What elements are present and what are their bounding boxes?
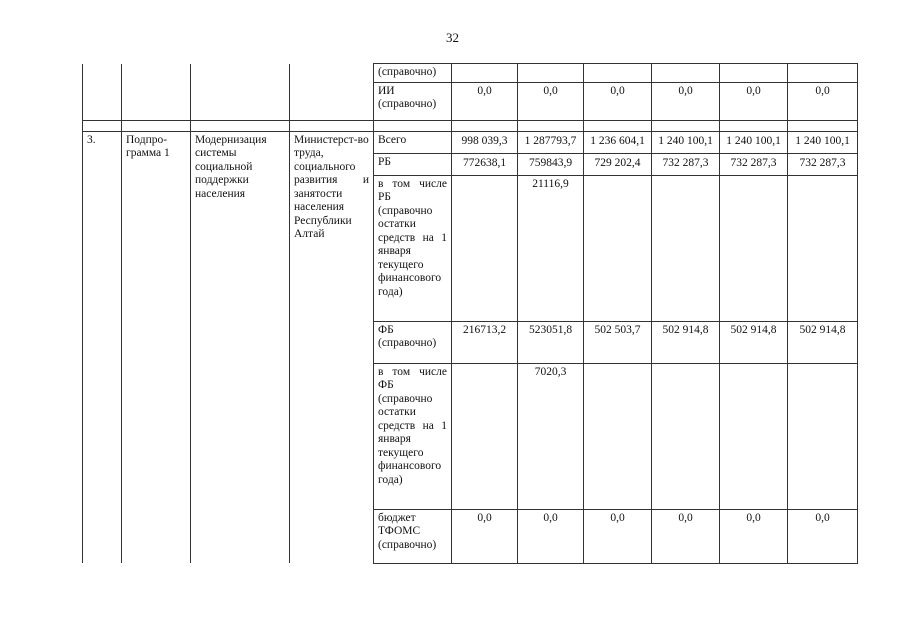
table-row: в том числе РБ (справочно остатки средств на 1 января текущего финансового года) 21116,9 bbox=[83, 175, 858, 321]
page-number: 32 bbox=[446, 30, 459, 45]
executor: Министерст-во труда, социального развития и занятости населения Республики Алтай bbox=[290, 131, 374, 563]
source-cell: в том числе ФБ (справочно остатки средств на 1 января текущего финансового года) bbox=[374, 363, 452, 509]
table-row: бюджет ТФОМС (справочно) 0,0 0,0 0,0 0,0 0,0 0,0 bbox=[83, 509, 858, 563]
table-row: в том числе ФБ (справочно остатки средств на 1 января текущего финансового года) 7020,3 bbox=[83, 363, 858, 509]
source-cell: РБ bbox=[374, 153, 452, 175]
row-number: 3. bbox=[83, 131, 122, 563]
table-row: ИИ (справочно) 0,0 0,0 0,0 0,0 0,0 0,0 bbox=[83, 82, 858, 120]
source-cell: Всего bbox=[374, 131, 452, 153]
source-cell: ФБ (справочно) bbox=[374, 321, 452, 363]
budget-table bbox=[82, 63, 858, 564]
table-row bbox=[83, 64, 858, 83]
subprogram-name: Модернизация системы социальной поддержки населения bbox=[191, 131, 290, 563]
table-row: РБ 772638,1 759843,9 729 202,4 732 287,3 732 287,3 732 287,3 bbox=[83, 153, 858, 175]
row-separator bbox=[83, 120, 858, 131]
source-cell: в том числе РБ (справочно остатки средств на 1 января текущего финансового года) bbox=[374, 175, 452, 321]
num-cell bbox=[83, 64, 122, 121]
source-cell: ИИ (справочно) bbox=[374, 82, 452, 120]
table-row: ФБ (справочно) 216713,2 523051,8 502 503,7 502 914,8 502 914,8 502 914,8 bbox=[83, 321, 858, 363]
source-cell: бюджет ТФОМС (справочно) bbox=[374, 509, 452, 563]
source-cell: (справочно) bbox=[374, 64, 452, 83]
subprogram-type: Подпро-грамма 1 bbox=[122, 131, 191, 563]
table-row: 3. Подпро-грамма 1 Модернизация системы социальной поддержки населения Министерст-во труда, социального развития и занятости населения Республики Алтай Всего 998 039,3 1 287793,7 1 236 604,1 1 240 100,1 1 240 100,1 1 240 100,1 bbox=[83, 131, 858, 153]
